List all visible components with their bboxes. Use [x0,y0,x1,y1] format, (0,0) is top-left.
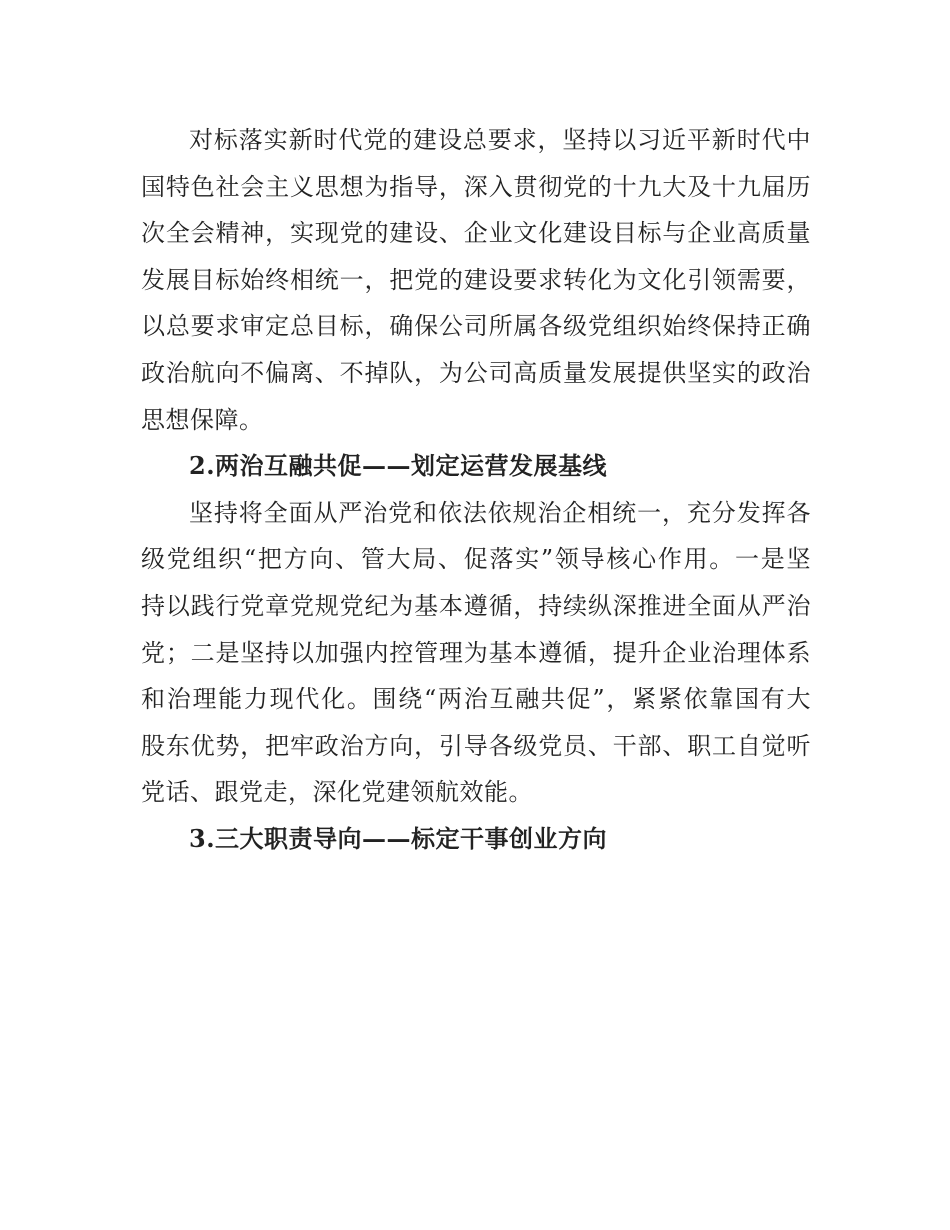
paragraph-line: 党；二是坚持以加强内控管理为基本遵循，提升企业治理体系 [141,638,811,667]
paragraph-2 [141,490,811,816]
document-body [141,117,811,863]
section-heading-3: 3.三大职责导向——标定干事创业方向 [189,823,608,853]
paragraph-line: 次全会精神，实现党的建设、企业文化建设目标与企业高质量 [141,219,811,248]
paragraph-1 [141,117,811,443]
paragraph-line: 发展目标始终相统一，把党的建设要求转化为文化引领需要， [141,265,811,294]
paragraph-line: 国特色社会主义思想为指导，深入贯彻党的十九大及十九届历 [141,172,811,201]
paragraph-line: 政治航向不偏离、不掉队，为公司高质量发展提供坚实的政治 [141,358,811,387]
paragraph-line: 持以践行党章党规党纪为基本遵循，持续纵深推进全面从严治 [141,591,811,620]
paragraph-line: 和治理能力现代化。围绕“两治互融共促”，紧紧依靠国有大 [141,685,811,714]
paragraph-line: 思想保障。 [141,405,264,434]
paragraph-line: 对标落实新时代党的建设总要求，坚持以习近平新时代中 [189,126,811,154]
paragraph-line: 股东优势，把牢政治方向，引导各级党员、干部、职工自觉听 [141,731,811,760]
paragraph-line: 以总要求审定总目标，确保公司所属各级党组织始终保持正确 [141,312,811,341]
section-heading-2: 2.两治互融共促——划定运营发展基线 [189,451,608,481]
paragraph-line: 党话、跟党走，深化党建领航效能。 [141,778,533,807]
paragraph-line: 级党组织“把方向、管大局、促落实”领导核心作用。一是坚 [141,545,811,574]
paragraph-line: 坚持将全面从严治党和依法依规治企相统一，充分发挥各 [189,498,811,527]
